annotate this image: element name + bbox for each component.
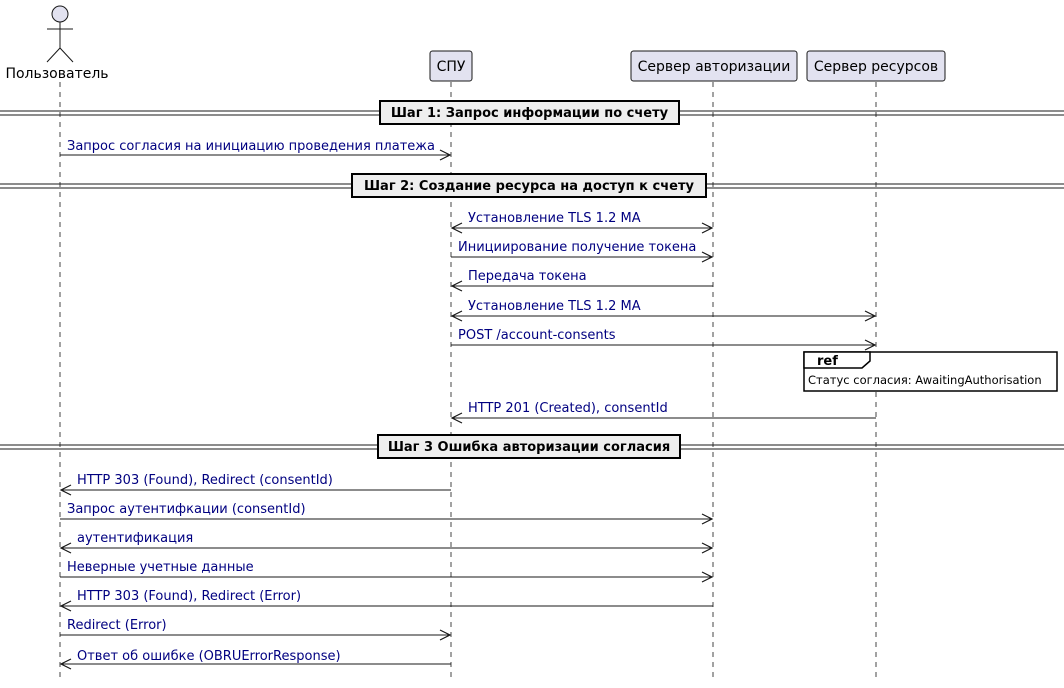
message-1 (60, 139, 450, 160)
message-label: Установление TLS 1.2 MA (468, 299, 641, 314)
step-divider-3 (0, 435, 1064, 458)
message-4 (452, 269, 713, 291)
message-13 (60, 618, 450, 640)
participant-res (807, 51, 945, 81)
participant-spu (430, 51, 472, 81)
message-label: Запрос согласия на инициацию проведения платежа (67, 139, 435, 154)
participant-label-user: Пользователь (5, 66, 109, 82)
message-label: POST /account-consents (458, 328, 616, 343)
message-label: Инициирование получение токена (458, 240, 697, 255)
participant-label-spu: СПУ (436, 59, 466, 75)
message-2 (452, 211, 712, 233)
message-12 (61, 589, 713, 611)
message-6 (451, 328, 875, 350)
actor-leg-right (60, 48, 73, 62)
message-3 (451, 240, 712, 262)
actor-head (52, 6, 68, 22)
message-label: HTTP 303 (Found), Redirect (consentId) (77, 473, 333, 488)
message-label: Неверные учетные данные (67, 560, 254, 575)
actor-leg-left (47, 48, 60, 62)
divider-label: Шаг 1: Запрос информации по счету (390, 106, 669, 121)
ref-tag: ref (817, 354, 838, 369)
actor-user (5, 6, 108, 82)
participant-label-auth: Сервер авторизации (637, 59, 791, 75)
message-label: HTTP 201 (Created), consentId (468, 401, 668, 416)
participant-label-res: Сервер ресурсов (813, 59, 939, 75)
step-divider-2 (0, 174, 1064, 197)
message-7 (452, 401, 876, 423)
participant-auth (631, 51, 797, 81)
message-label: Установление TLS 1.2 MA (468, 211, 641, 226)
message-11 (60, 560, 712, 582)
divider-label: Шаг 3 Ошибка авторизации согласия (387, 440, 671, 455)
ref-frame (804, 352, 1057, 391)
message-label: Redirect (Error) (67, 618, 167, 633)
message-label: Запрос аутентифкации (consentId) (67, 502, 306, 517)
message-9 (60, 502, 712, 524)
message-10 (61, 531, 712, 553)
message-5 (452, 299, 875, 321)
message-label: Ответ об ошибке (OBRUErrorResponse) (77, 649, 341, 664)
message-14 (61, 649, 451, 669)
message-label: аутентификация (77, 531, 194, 546)
message-label: Передача токена (468, 269, 587, 284)
divider-label: Шаг 2: Создание ресурса на доступ к счету (363, 179, 695, 194)
ref-text: Статус согласия: AwaitingAuthorisation (808, 373, 1042, 387)
message-label: HTTP 303 (Found), Redirect (Error) (77, 589, 302, 604)
step-divider-1 (0, 101, 1064, 124)
message-8 (61, 473, 451, 495)
